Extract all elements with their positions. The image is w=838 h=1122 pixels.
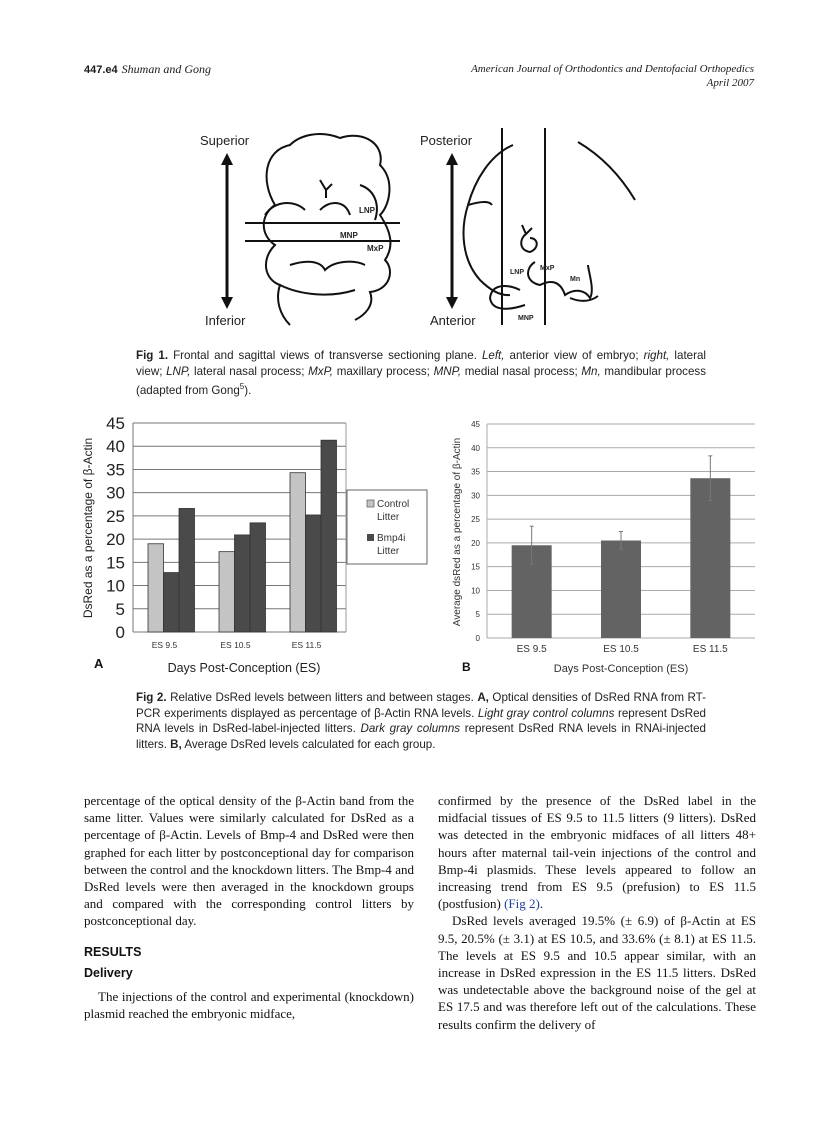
caption-text: anterior view of embryo;: [504, 349, 644, 362]
bar: [219, 552, 235, 632]
body-right-column: [438, 792, 756, 1033]
y-tick-label: 45: [106, 414, 125, 433]
y-tick-label: 20: [471, 538, 480, 548]
body-left-column: [84, 792, 414, 1022]
label-mnp-sagittal: MNP: [518, 315, 534, 322]
y-tick-label: 15: [471, 562, 480, 572]
x-tick-label: ES 9.5: [516, 644, 547, 655]
figure-1-label: Fig 1.: [136, 349, 169, 362]
figure-2a-chart: [78, 410, 440, 680]
superior-inferior-arrow-icon: [221, 153, 233, 309]
bar: [148, 544, 164, 632]
label-posterior: Posterior: [420, 133, 473, 148]
figure-2-label: Fig 2.: [136, 691, 167, 704]
label-anterior: Anterior: [430, 313, 476, 328]
caption-text: Frontal and sagittal views of transverse sectioning plane.: [168, 349, 482, 362]
x-tick-label: ES 10.5: [220, 640, 251, 650]
figure-1-caption: [136, 348, 706, 398]
caption-text: ).: [244, 383, 252, 397]
paragraph: percentage of the optical density of the β-Actin band from the same litter. Values were similarly calculated for DsRed as a percentage of β-Actin. Levels of Bmp-4 and DsRed were then graphed for each litter by postconceptional day for comparison between the control and the knockdown litters. The Bmp-4 and DsRed levels were then averaged in the knockdown groups and compared with the corresponding control litters by postconceptional day.: [84, 793, 414, 929]
subsection-heading: Delivery: [84, 965, 133, 980]
bar: [306, 515, 322, 632]
legend-label-control: Control: [377, 499, 410, 510]
y-tick-label: 35: [471, 467, 480, 477]
caption-text: maxillary process;: [333, 364, 434, 378]
figure-2b-chart: [440, 410, 770, 680]
running-authors: Shuman and Gong: [121, 62, 211, 76]
caption-term: Left,: [481, 349, 505, 362]
caption-text: Relative DsRed levels between litters and between stages.: [166, 691, 478, 704]
label-mnp: MNP: [340, 231, 358, 240]
running-header-right: [471, 62, 754, 90]
paragraph: DsRed levels averaged 19.5% (± 6.9) of β-Actin at ES 9.5, 20.5% (± 3.1) at ES 10.5, and 33.6% (± 8.1) at ES 11.5. The levels at ES 9.5 and 10.5 appear similar, with an increase in DsRed expression in the ES 11.5 litters. DsRed was undetectable above the background noise of the gel at ES 17.5 and was therefore left out of the calculations. These results confirm the delivery of: [438, 913, 756, 1032]
journal-name: American Journal of Orthodontics and Dentofacial Orthopedics: [471, 63, 754, 75]
y-tick-label: 5: [475, 610, 480, 620]
caption-term: MxP,: [308, 364, 334, 378]
x-tick-label: ES 10.5: [603, 644, 639, 655]
y-tick-label: 40: [471, 443, 480, 453]
sagittal-view: [420, 128, 635, 328]
caption-term: MNP,: [433, 364, 462, 378]
y-tick-label: 10: [106, 576, 125, 596]
x-tick-label: ES 11.5: [692, 644, 728, 655]
y-tick-label: 40: [106, 437, 125, 457]
x-tick-label: ES 11.5: [291, 640, 322, 650]
caption-text: represent DsRed RNA levels in DsRed-label-injected litters.: [136, 706, 707, 735]
bar: [290, 473, 306, 632]
chart-b-x-ticks: [517, 644, 729, 655]
bar: [321, 440, 337, 632]
legend-swatch-control: [367, 500, 374, 507]
bar: [250, 523, 266, 632]
bar: [601, 541, 641, 638]
legend-label-control-2: Litter: [377, 512, 400, 523]
paragraph-text: .: [539, 896, 544, 912]
label-inferior: Inferior: [205, 313, 246, 328]
bar: [164, 573, 180, 632]
legend-label-bmp4i-2: Litter: [377, 546, 400, 557]
caption-text: Optical densities of DsRed RNA from RT-PCR experiments displayed as percentage of β-Actin RNA levels.: [136, 691, 706, 720]
y-tick-label: 0: [115, 623, 125, 642]
caption-term: Light gray control columns: [477, 706, 615, 720]
bar: [179, 508, 195, 632]
label-lnp: LNP: [359, 206, 375, 215]
paragraph-text: confirmed by the presence of the DsRed label in the midfacial tissues of ES 9.5 to 11.5 litters (9 litters). DsRed was detected in the embryonic midfaces of all litters 48+ hours after maternal tail-vein injections of the control and Bmp-4i plasmids. These levels appeared to follow an increasing trend from ES 9.5 (prefusion) to ES 11.5 (postfusion): [438, 793, 756, 912]
reference-superscript: 5: [239, 382, 245, 391]
page-number: 447.e4: [84, 64, 118, 76]
label-lnp-sagittal: LNP: [510, 269, 524, 276]
y-tick-label: 10: [471, 586, 480, 596]
chart-a-y-axis-label: DsRed as a percentage of β-Actin: [81, 437, 95, 619]
chart-a-y-ticks: [106, 414, 125, 642]
chart-b-panel-letter: B: [462, 660, 471, 674]
x-tick-label: ES 9.5: [151, 640, 178, 650]
label-superior: Superior: [200, 133, 250, 148]
chart-b-bars: [512, 456, 731, 638]
y-tick-label: 15: [106, 553, 125, 573]
y-tick-label: 35: [106, 460, 125, 480]
chart-a-panel-letter: A: [94, 656, 104, 671]
figure-1-diagram: [180, 120, 660, 335]
caption-text: lateral view;: [136, 349, 706, 378]
caption-panel-b: B,: [170, 737, 182, 751]
section-heading: RESULTS: [84, 944, 142, 959]
running-header-left: [84, 62, 211, 77]
posterior-anterior-arrow-icon: [446, 153, 458, 309]
caption-term: Mn,: [581, 364, 601, 378]
caption-term: right,: [643, 349, 670, 362]
caption-term: Dark gray columns: [360, 722, 461, 735]
bar: [235, 535, 251, 632]
y-tick-label: 20: [106, 530, 125, 550]
legend-swatch-bmp4i: [367, 534, 374, 541]
caption-text: mandibular process (adapted from Gong: [136, 364, 706, 397]
figure-2-caption: [136, 690, 706, 752]
chart-a-legend: [347, 490, 427, 564]
figure-2-link[interactable]: (Fig 2): [504, 896, 540, 912]
caption-term: LNP,: [166, 364, 191, 378]
y-tick-label: 30: [106, 483, 125, 503]
y-tick-label: 5: [115, 599, 125, 619]
y-tick-label: 45: [471, 420, 480, 429]
caption-text: Average DsRed levels calculated for each group.: [181, 737, 436, 751]
frontal-view: [200, 133, 400, 328]
y-tick-label: 0: [475, 634, 480, 643]
bar: [690, 478, 730, 638]
caption-panel-a: A,: [477, 691, 489, 704]
legend-label-bmp4i: Bmp4i: [377, 533, 406, 544]
y-tick-label: 30: [471, 491, 480, 501]
y-tick-label: 25: [106, 506, 125, 526]
label-mxp-sagittal: MxP: [540, 265, 555, 272]
label-mn-sagittal: Mn: [570, 276, 581, 283]
caption-text: represent DsRed RNA levels in RNAi-injected litters.: [136, 722, 706, 751]
paragraph: The injections of the control and experimental (knockdown) plasmid reached the embryonic midface,: [84, 989, 414, 1022]
chart-b-x-axis-label: Days Post-Conception (ES): [553, 663, 689, 675]
chart-b-y-ticks: [471, 420, 480, 643]
chart-a-x-ticks: [152, 640, 322, 650]
label-mxp: MxP: [367, 244, 384, 253]
caption-text: medial nasal process;: [461, 364, 582, 378]
paragraph: [438, 792, 756, 912]
y-tick-label: 25: [471, 515, 480, 525]
chart-b-y-axis-label: Average dsRed as a percentage of β-Actin: [452, 437, 463, 627]
chart-a-x-axis-label: Days Post-Conception (ES): [167, 661, 321, 675]
issue-date: April 2007: [706, 77, 754, 89]
caption-text: lateral nasal process;: [190, 364, 309, 378]
